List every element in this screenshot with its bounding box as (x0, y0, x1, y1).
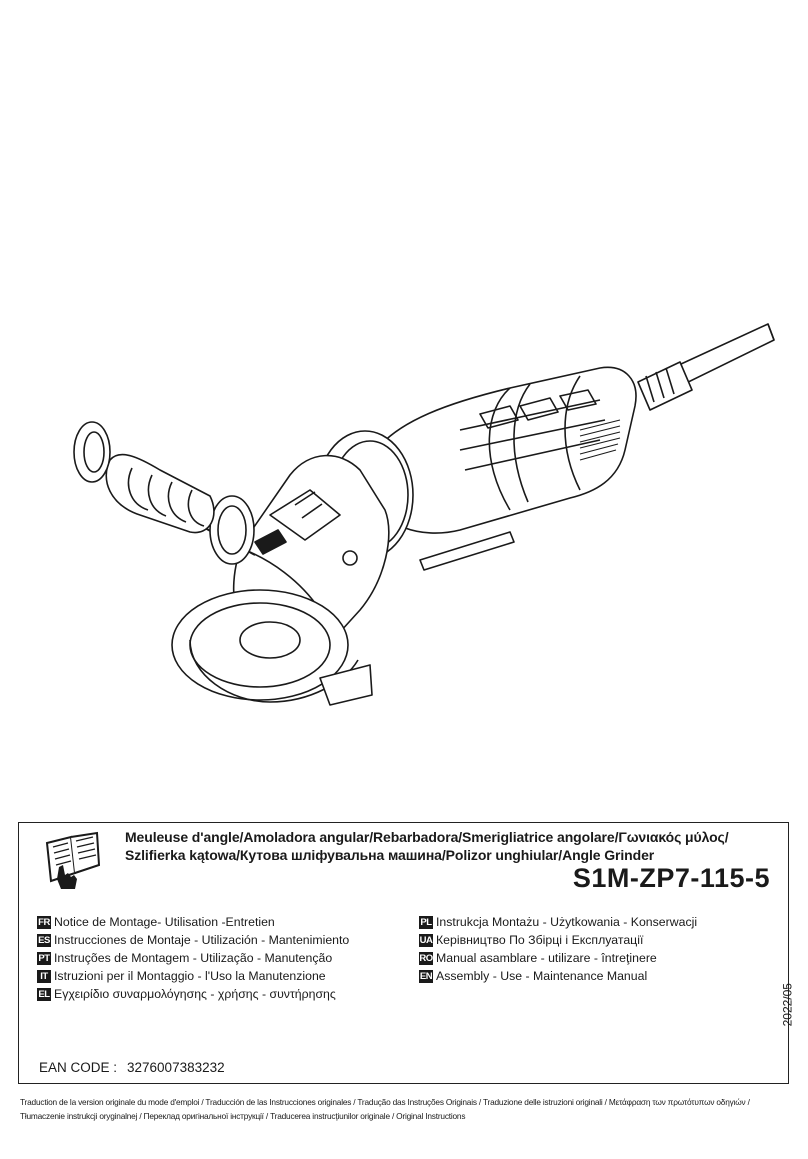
manual-hand-icon (41, 829, 107, 891)
language-item (37, 985, 349, 1003)
language-label: Instrukcja Montażu - Użytkowania - Konserwacji (436, 915, 698, 929)
model-number: S1M-ZP7-115-5 (572, 863, 770, 893)
angle-grinder-illustration (40, 310, 800, 730)
language-item (419, 949, 697, 967)
language-code-badge: FR (38, 916, 50, 928)
language-label: Assembly - Use - Maintenance Manual (436, 969, 648, 983)
language-item (419, 931, 697, 949)
language-item (419, 967, 697, 985)
ean-label: EAN CODE : (39, 1060, 118, 1075)
language-code-badge: EN (419, 970, 433, 982)
language-label: Εγχειρίδιο συναρμολόγησης - χρήσης - συντήρησης (54, 987, 336, 1001)
language-list-right (419, 913, 697, 985)
language-code-badge: RO (419, 952, 433, 964)
ean-code (39, 1060, 225, 1075)
language-label: Instrucciones de Montaje - Utilización - Mantenimiento (54, 933, 350, 947)
language-item (37, 949, 349, 967)
language-label: Керівництво По Збірці і Експлуатації (436, 933, 644, 947)
product-title-line-2: Szlifierka kątowa/Кутова шліфувальна машина/Polizor unghiular/Angle Grinder (125, 847, 655, 863)
language-code-badge: UA (419, 934, 433, 946)
language-code-badge: PL (420, 916, 432, 928)
language-label: Notice de Montage- Utilisation -Entretien (54, 915, 275, 929)
translation-footnote: Traduction de la version originale du mode d'emploi / Traducción de las Instrucciones originales / Tradução das Instruções Originais / Traduzione delle istruzioni originali / Μετάφραση των πρωτότυπων οδηγιών / Tłumaczenie instrukcji oryginalnej / Переклад оригінальної інструкції / Traducerea instrucţiunilor originale / Original Instructions (20, 1097, 750, 1121)
language-list-left (37, 913, 349, 1003)
language-label: Manual asamblare - utilizare - întreţinere (436, 951, 657, 965)
publication-date: 2022/05 (780, 983, 794, 1027)
language-label: Istruzioni per il Montaggio - l'Uso la Manutenzione (54, 969, 326, 983)
language-code-badge: IT (37, 970, 51, 983)
language-code-badge: ES (38, 934, 50, 946)
language-code-badge: EL (38, 988, 50, 1000)
language-item (37, 931, 349, 949)
language-code-badge: PT (38, 952, 50, 964)
language-label: Instruções de Montagem - Utilização - Manutenção (54, 951, 333, 965)
language-item (37, 967, 349, 985)
product-info-box (18, 822, 794, 1084)
ean-value: 3276007383232 (127, 1060, 225, 1075)
language-item (419, 913, 697, 931)
product-title-line-1: Meuleuse d'angle/Amoladora angular/Rebarbadora/Smerigliatrice angolare/Γωνιακός μύλος/ (125, 829, 729, 845)
language-item (37, 913, 349, 931)
